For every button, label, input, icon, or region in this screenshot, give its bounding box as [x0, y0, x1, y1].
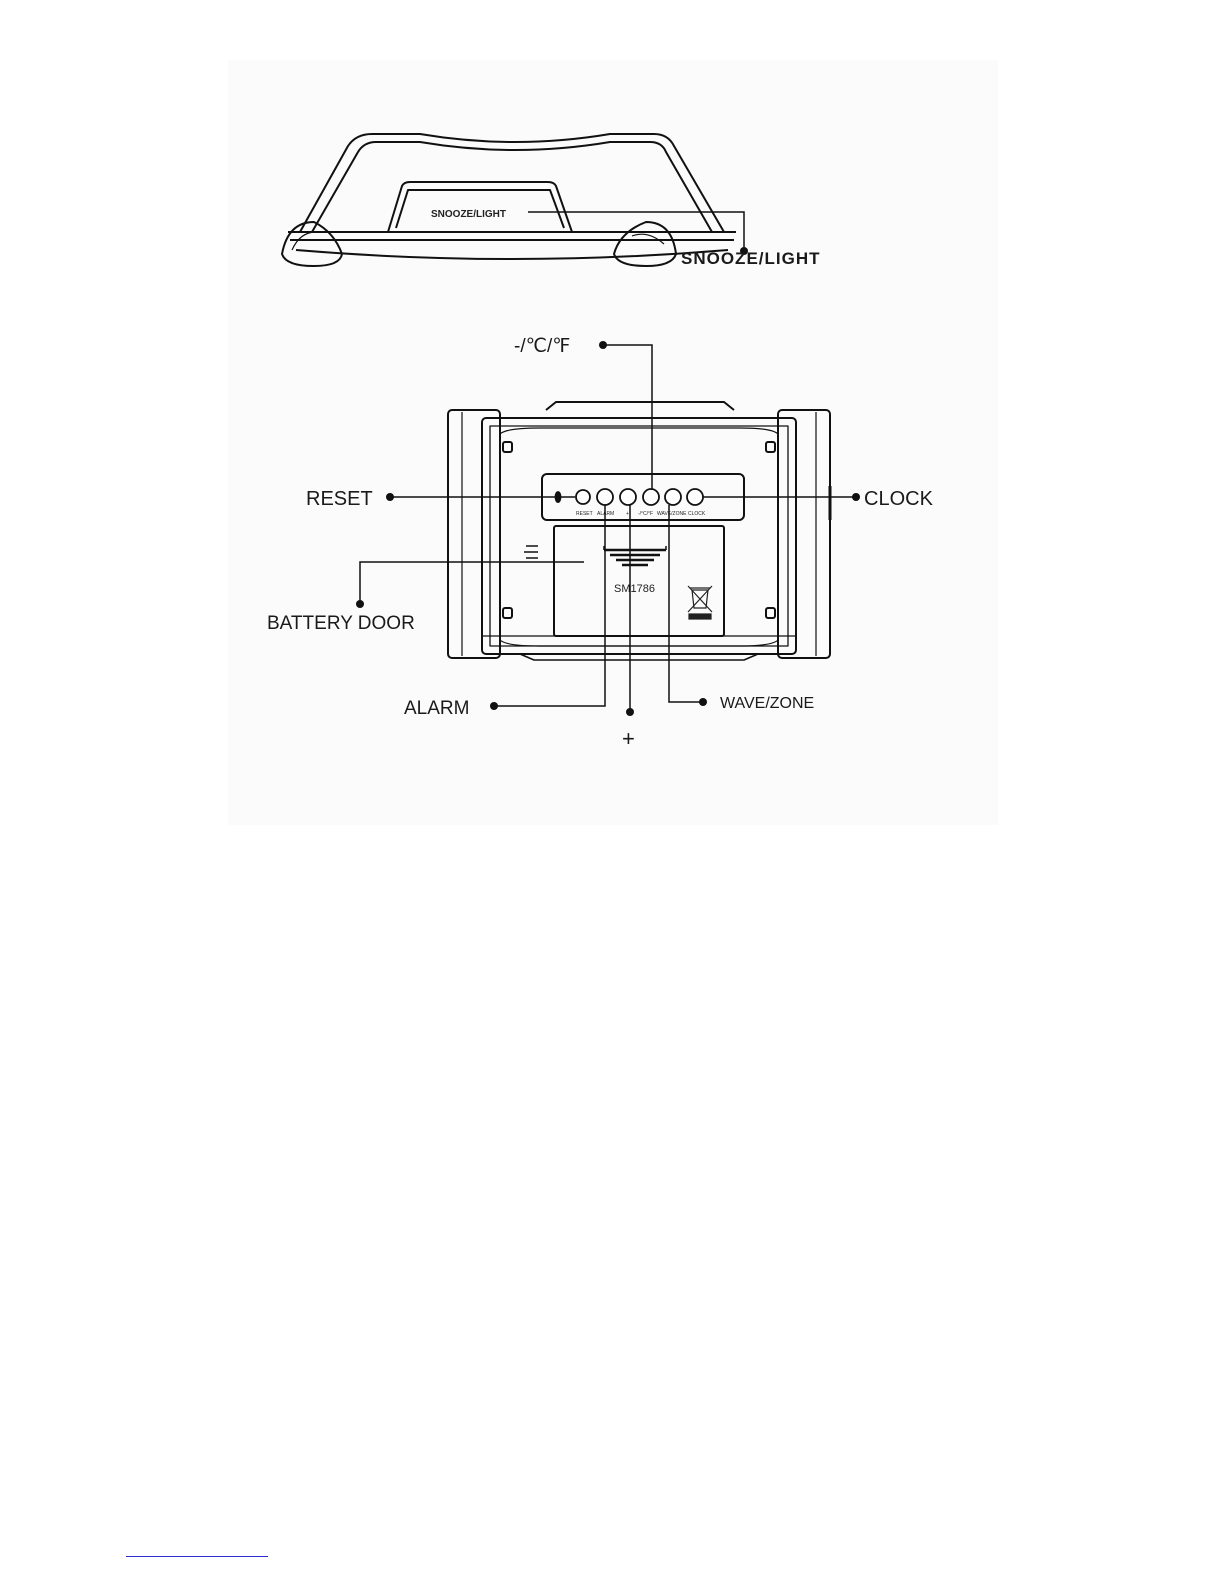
figure-background: [228, 60, 998, 825]
button-label-temp: -/°C/°F: [638, 511, 654, 517]
temp-unit-button[interactable]: [643, 489, 659, 505]
button-label-reset: RESET: [576, 511, 593, 517]
clock-button[interactable]: [687, 489, 703, 505]
alarm-button[interactable]: [597, 489, 613, 505]
clock-callout: CLOCK: [864, 488, 933, 510]
reset-callout: RESET: [306, 488, 373, 510]
temp-unit-callout: -/℃/℉: [514, 336, 571, 357]
plus-callout: +: [622, 726, 635, 751]
button-label-clock: CLOCK: [688, 511, 706, 517]
model-number: SM1786: [614, 583, 655, 595]
battery-door-callout: BATTERY DOOR: [267, 613, 415, 634]
footnote-rule: [126, 1556, 268, 1557]
plus-button[interactable]: [620, 489, 636, 505]
button-label-plus: +: [626, 511, 629, 517]
button-label-alarm: ALARM: [597, 511, 615, 517]
snooze-light-callout: SNOOZE/LIGHT: [681, 249, 821, 268]
reset-button[interactable]: [576, 490, 590, 504]
wave-zone-callout: WAVE/ZONE: [720, 695, 815, 712]
wave-zone-button[interactable]: [665, 489, 681, 505]
snooze-button-label: SNOOZE/LIGHT: [431, 209, 506, 220]
alarm-callout: ALARM: [404, 698, 470, 719]
button-label-wave-zone: WAVE/ZONE: [657, 511, 687, 517]
